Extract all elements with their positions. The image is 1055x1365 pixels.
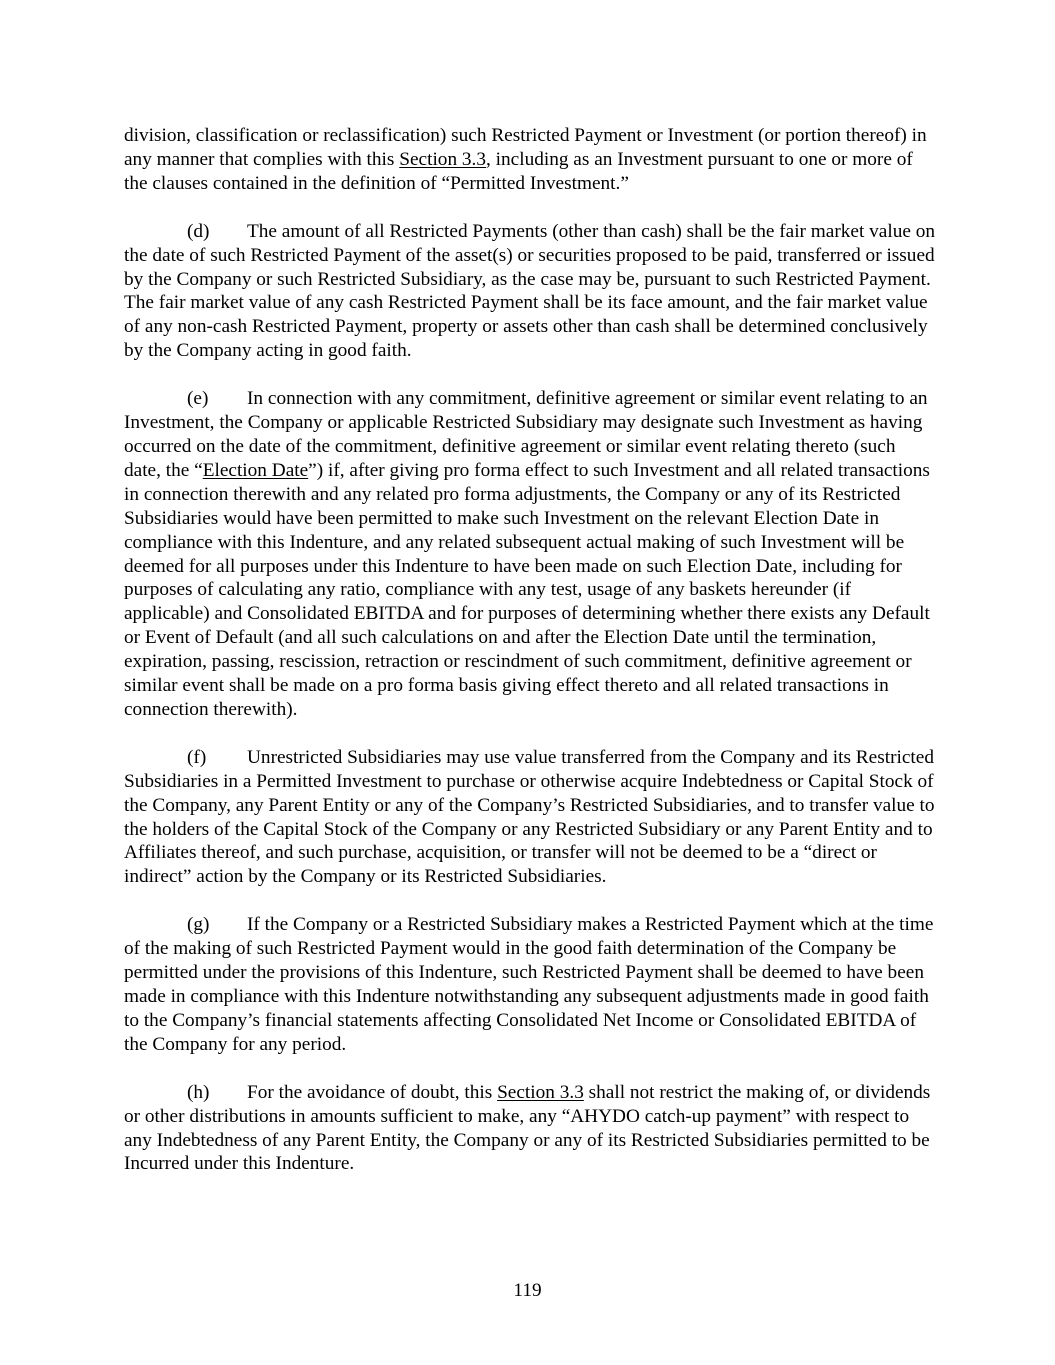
paragraph-g	[124, 913, 936, 1056]
paragraph-h	[124, 1081, 936, 1177]
document-page	[124, 124, 936, 1200]
paragraph-text: ”) if, after giving pro forma effect to such Investment and all related transactions in connection therewith and any related pro forma adjustments, the Company or any of its Restricted Subsidiaries would have been permitted to make such Investment on the relevant Election Date in compliance with this Indenture, and any related subsequent actual making of such Investment will be deemed for all purposes under this Indenture to have been made on such Election Date, including for purposes of calculating any ratio, compliance with any test, usage of any baskets hereunder (if applicable) and Consolidated EBITDA and for purposes of determining whether there exists any Default or Event of Default (and all such calculations on and after the Election Date until the termination, expiration, passing, rescission, retraction or rescindment of such commitment, definitive agreement or similar event shall be made on a pro forma basis giving effect thereto and all related transactions in connection therewith).	[124, 459, 930, 720]
clause-label: (e)	[187, 388, 209, 410]
paragraph-text: In connection with any commitment, definitive agreement or similar event relating to an Investment, the Company or applicable Restricted Subsidiary may designate such Investment as having occurred on the date of the commitment, definitive agreement or similar event relating thereto (such date, the “	[124, 388, 928, 481]
paragraph-d	[124, 220, 936, 363]
paragraph-text: Unrestricted Subsidiaries may use value transferred from the Company and its Restricted Subsidiaries in a Permitted Investment to purchase or otherwise acquire Indebtedness or Capital Stock of the Company, any Parent Entity or any of the Company’s Restricted Subsidiaries, and to transfer value to the holders of the Capital Stock of the Company or any Restricted Subsidiary or any Parent Entity and to Affiliates thereof, and such purchase, acquisition, or transfer will not be deemed to be a “direct or indirect” action by the Company or its Restricted Subsidiaries.	[124, 746, 935, 888]
paragraph-f	[124, 746, 936, 889]
clause-label: (f)	[187, 746, 207, 768]
paragraph-text: shall not restrict the making of, or dividends or other distributions in amounts sufficient to make, any “AHYDO catch-up payment” with respect to any Indebtedness of any Parent Entity, the Company or any of its Restricted Subsidiaries permitted to be Incurred under this Indenture.	[124, 1081, 931, 1175]
page-number: 119	[513, 1280, 542, 1301]
paragraph-text: , including as an Investment pursuant to one or more of the clauses contained in the definition of “Permitted Investment.”	[124, 148, 913, 194]
paragraph-e	[124, 387, 936, 722]
paragraph-text: The amount of all Restricted Payments (other than cash) shall be the fair market value on the date of such Restricted Payment of the asset(s) or securities proposed to be paid, transferred or issued by the Company or such Restricted Subsidiary, as the case may be, pursuant to such Restricted Payment. The fair market value of any cash Restricted Payment shall be its face amount, and the fair market value of any non-cash Restricted Payment, property or assets other than cash shall be determined conclusively by the Company acting in good faith.	[124, 220, 936, 362]
section-reference-link: Section 3.3	[399, 148, 487, 170]
paragraph-text: division, classification or reclassification) such Restricted Payment or Investment (or portion thereof) in any manner that complies with this	[124, 125, 927, 170]
clause-label: (d)	[187, 220, 210, 242]
clause-label: (g)	[187, 914, 210, 936]
paragraph-text: If the Company or a Restricted Subsidiary makes a Restricted Payment which at the time of the making of such Restricted Payment would in the good faith determination of the Company be permitted under the provisions of this Indenture, such Restricted Payment shall be deemed to have been made in compliance with this Indenture notwithstanding any subsequent adjustments made in good faith to the Company’s financial statements affecting Consolidated Net Income or Consolidated EBITDA of the Company for any period.	[124, 914, 934, 1055]
clause-label: (h)	[187, 1081, 210, 1103]
paragraph-text: For the avoidance of doubt, this	[247, 1081, 498, 1103]
defined-term-election-date: Election Date	[202, 459, 309, 481]
section-reference-link: Section 3.3	[497, 1081, 584, 1103]
paragraph-continuation	[124, 124, 936, 196]
